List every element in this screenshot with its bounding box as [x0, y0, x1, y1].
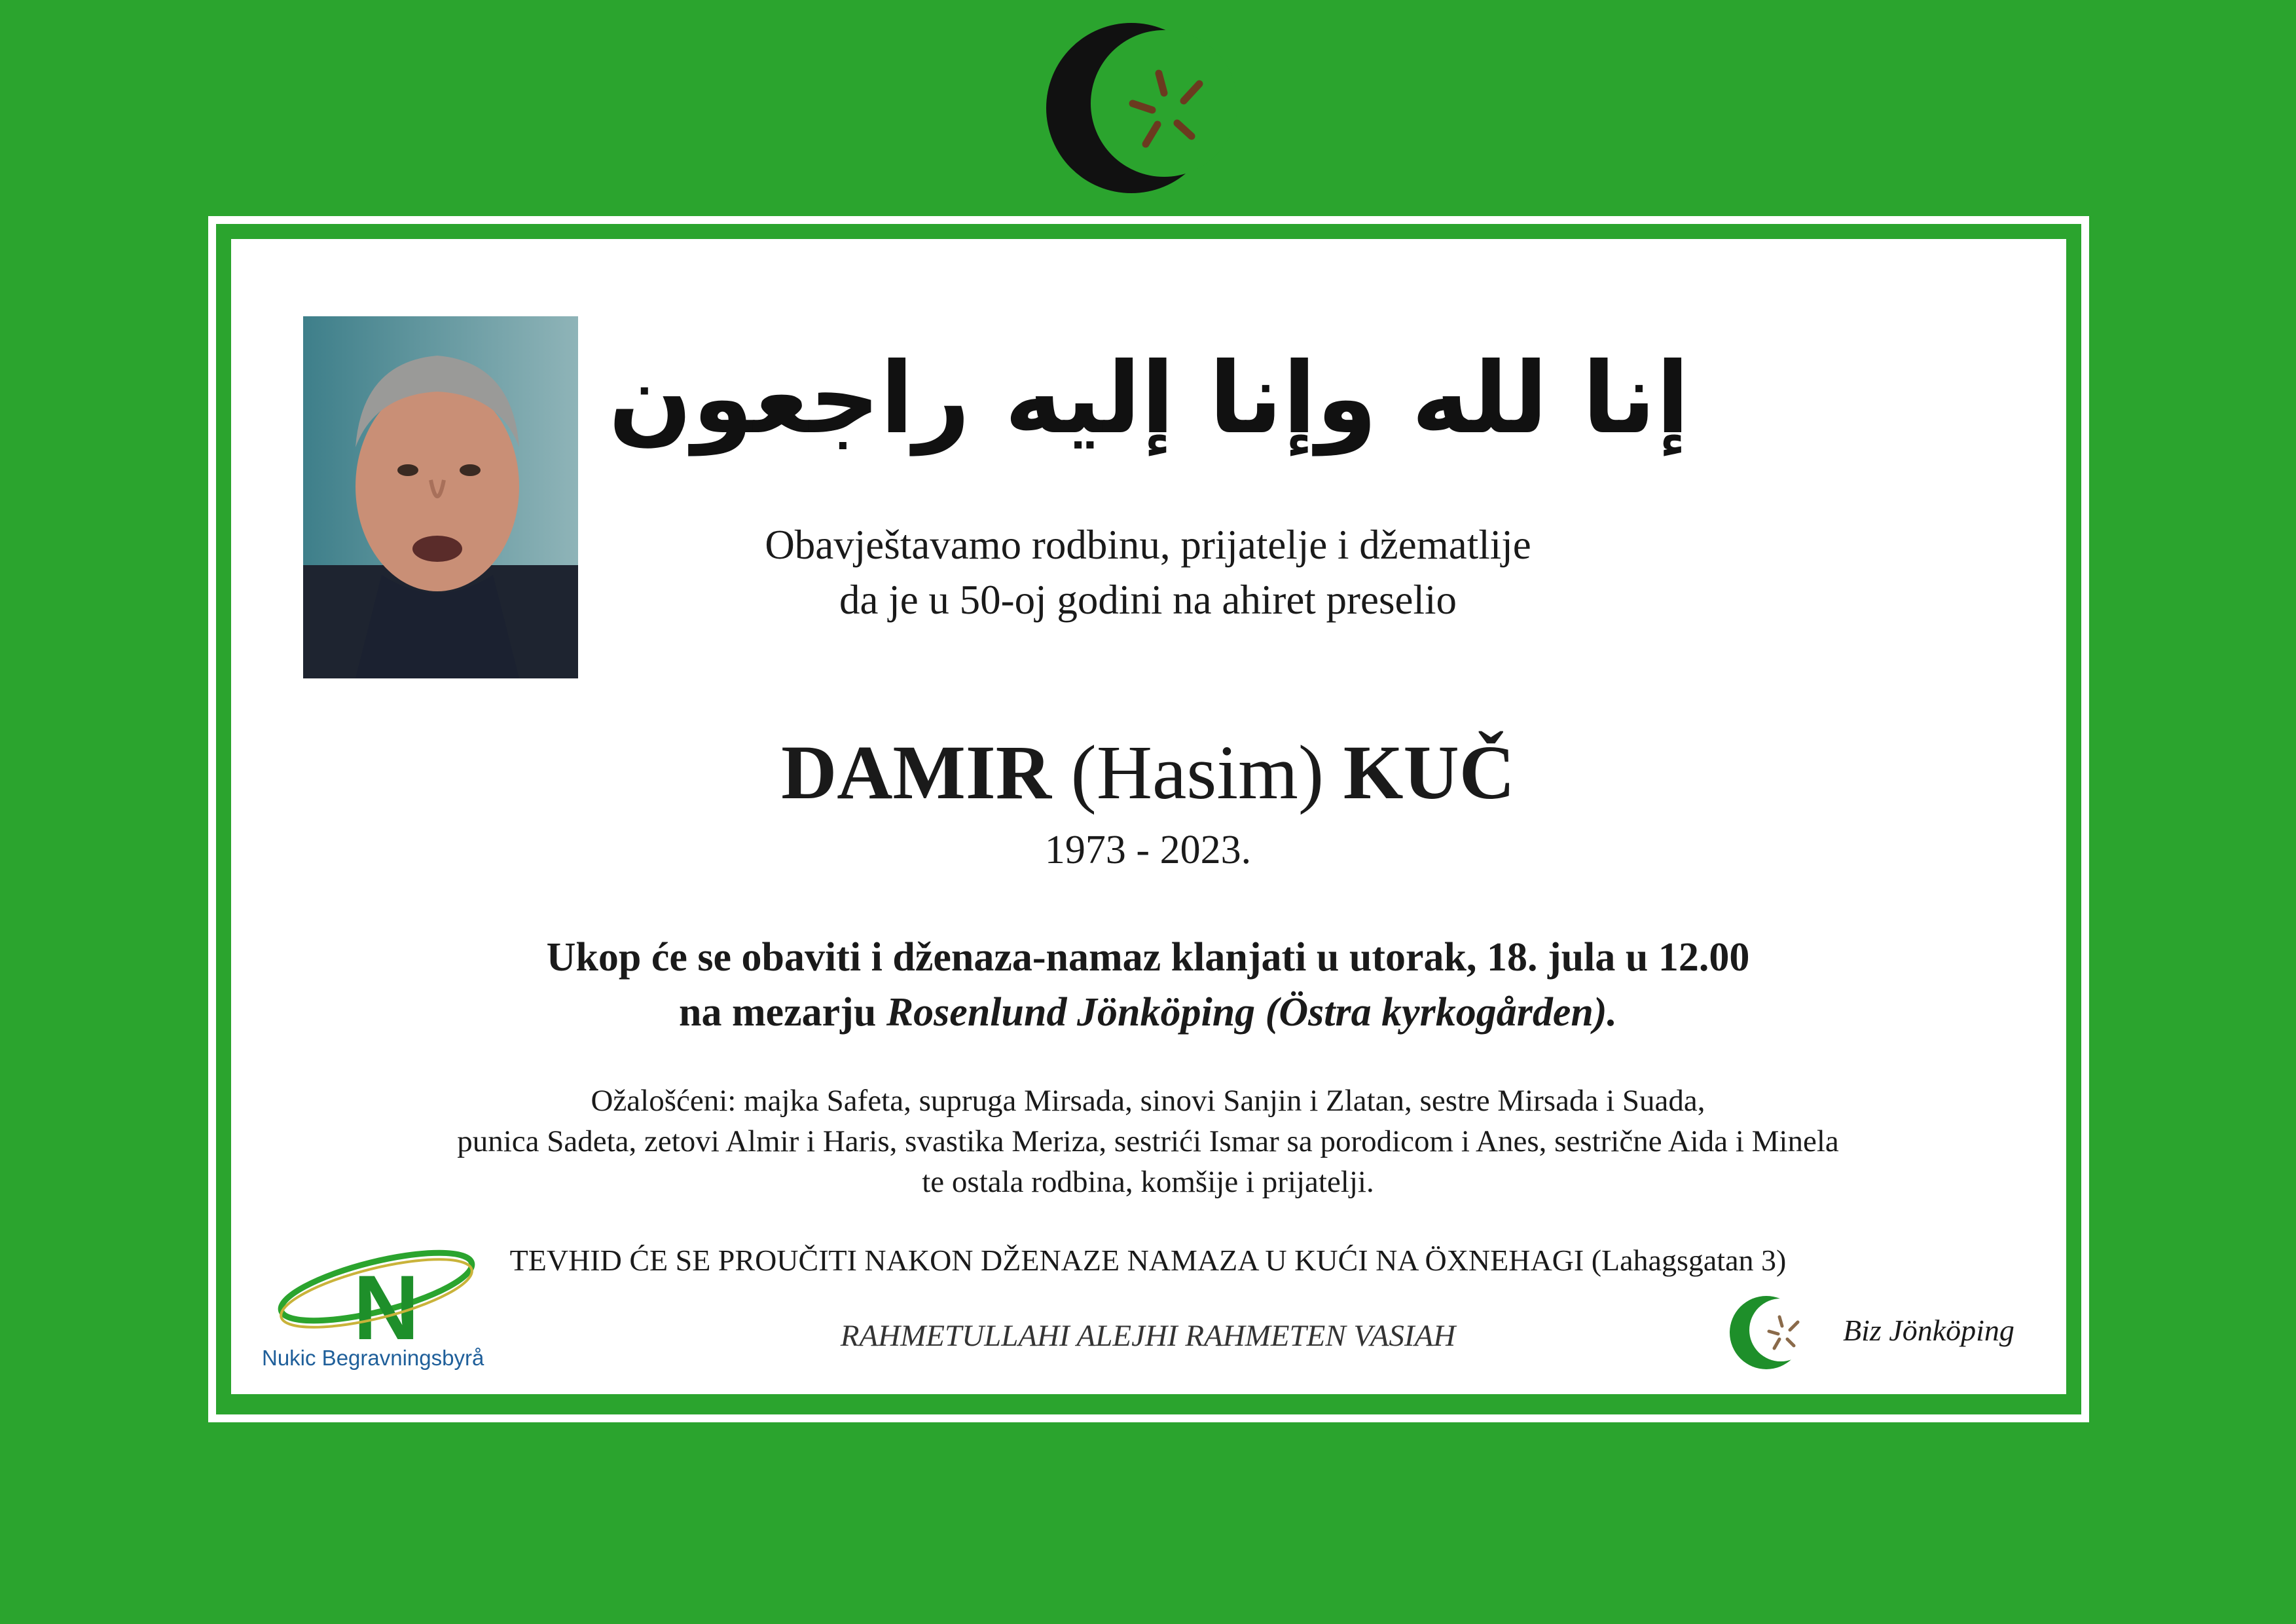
closing-prayer: RAHMETULLAHI ALEJHI RAHMETEN VASIAH: [840, 1319, 1456, 1353]
mourners-line-1: Ožalošćeni: majka Safeta, supruga Mirsada, sinovi Sanjin i Zlatan, sestre Mirsada i Suada,: [591, 1084, 1705, 1118]
last-name: KUČ: [1343, 729, 1515, 815]
mourners-list: [0, 1080, 2296, 1202]
father-name: (Hasim): [1070, 729, 1324, 815]
burial-prefix: na mezarju: [679, 990, 877, 1035]
arabic-calligraphy: [608, 298, 1690, 488]
arabic-calligraphy-text: إنا لله وإنا إليه راجعون: [608, 342, 1690, 456]
biz-logo-text: Biz Jönköping: [1843, 1314, 2014, 1347]
burial-line-2: [0, 985, 2296, 1040]
biz-crescent-icon: [1728, 1293, 1813, 1372]
life-years: 1973 - 2023.: [1044, 828, 1252, 872]
burial-line-1: Ukop će se obaviti i dženaza-namaz klanjati u utorak, 18. jula u 12.00: [546, 935, 1750, 980]
nukic-logo-text: Nukic Begravningsbyrå: [262, 1346, 484, 1370]
intro-line-2: da je u 50-oj godini na ahiret preselio: [839, 577, 1457, 623]
mourners-line-2: punica Sadeta, zetovi Almir i Haris, svastika Meriza, sestrići Ismar sa porodicom i Anes, sestrične Aida i Minela: [457, 1124, 1839, 1158]
tevhid-notice: TEVHID ĆE SE PROUČITI NAKON DŽENAZE NAMAZA U KUĆI NA ÖXNEHAGI (Lahagsgatan 3): [509, 1244, 1787, 1277]
deceased-name: [0, 724, 2296, 822]
burial-place: Rosenlund Jönköping (Östra kyrkogården).: [886, 990, 1617, 1035]
nukic-logo-letter: N: [353, 1256, 420, 1359]
first-name: DAMIR: [781, 729, 1052, 815]
burial-info: [0, 930, 2296, 1040]
intro-text: [0, 517, 2296, 627]
crescent-star-icon: [1048, 20, 1237, 196]
intro-line-1: Obavještavamo rodbinu, prijatelje i džematlije: [765, 522, 1531, 568]
mourners-line-3: te ostala rodbina, komšije i prijatelji.: [922, 1165, 1374, 1199]
